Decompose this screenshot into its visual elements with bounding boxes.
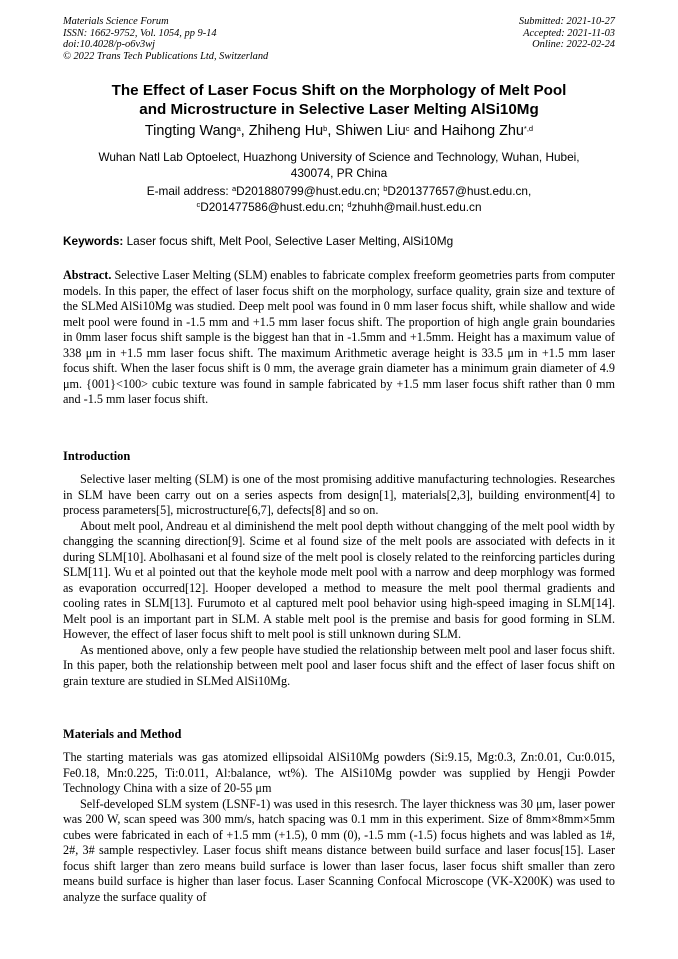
accepted-date: Accepted: 2021-11-03 [523,27,615,39]
paragraph: As mentioned above, only a few people have studied the relationship between melt pool and laser focus shift. In this paper, both the relationship between melt pool and laser focus shift and the effect of laser focus shift on grain texture are studied in SLMed AlSi10Mg. [63,642,615,688]
email-address[interactable]: zhuhh@mail.hust.edu.cn [351,199,482,214]
email-mark: c [196,199,201,209]
author-list [40,122,638,140]
author-name: Haihong Zhu [441,123,524,139]
journal-info [63,16,268,62]
author-separator: and [409,123,442,139]
paper-title [40,81,638,119]
abstract [63,268,615,408]
keywords-label: Keywords: [63,234,124,248]
author-affil-mark: b [323,124,328,133]
materials-body [63,750,615,905]
author-affil-mark: c [405,124,410,133]
affiliation [60,150,618,181]
email-line-2 [60,200,618,216]
title-line-1: The Effect of Laser Focus Shift on the Morphology of Melt Pool [111,82,567,99]
abstract-text: Selective Laser Melting (SLM) enables to fabricate complex freeform geometries parts from computer models. In this paper, the effect of laser focus shift on the morphology, surface quality, grain size and texture of the SLMed AlSi10Mg was studied. Deep melt pool was found in 0 mm laser focus shift, while shallow and wide melt pool were found in -1.5 mm and +1.5 mm laser focus shift. The proportion of high angle grain boundaries in 0mm laser focus shift sample is the biggest han that in -1.5mm and +1.5mm. Height has a maximum value of 338 μm in +1.5 mm laser focus shift. The maximum Arithmetic average height is 33.5 μm in +1.5 mm laser focus shift. When the laser focus shift is 0 mm, the average grain diameter has a minimum grain diameter of 4.9 μm. {001}<100> cubic texture was found in sample fabricated by +1.5 mm laser focus shift rather than 0 mm and -1.5 mm laser focus shift. [63,268,615,406]
introduction-heading: Introduction [63,449,131,463]
author-affil-mark: a [236,124,241,133]
email-prefix: E-mail address: [146,184,232,198]
materials-heading: Materials and Method [63,727,182,741]
submitted-date: Submitted: 2021-10-27 [518,16,615,27]
online-date: Online: 2022-02-24 [532,39,615,51]
paragraph: Selective laser melting (SLM) is one of the most promising additive manufacturing technologies. Researches in SLM have been carry out on a series aspects from design[1], materials[2,3], building environment[4] to process parameters[5], microstructure[6,7], defects[8] and so on. [63,472,615,517]
doi-line: doi:10.4028/p-o6v3wj [63,39,156,51]
journal-name: Materials Science Forum [63,16,169,27]
affiliation-line-2: 430074, PR China [290,165,388,180]
email-block [60,184,618,215]
email-mark: b [383,184,388,193]
author-name: Shiwen Liu [335,123,406,139]
email-address[interactable]: D201377657@hust.edu.cn, [387,184,532,198]
affiliation-line-1: Wuhan Natl Lab Optoelect, Huazhong University of Science and Technology, Wuhan, Hubei, [98,150,580,164]
author-name: Tingting Wang [144,123,237,139]
paragraph: The starting materials was gas atomized ellipsoidal AlSi10Mg powders (Si:9.15, Mg:0.3, Zn:0.01, Cu:0.015, Fe0.18, Mn:0.225, Ti:0.011, Al:balance, wt%). The AlSi10Mg powder was supplied by Hengji Powder Technology China with a size of 20-55 μm [63,750,615,795]
email-mark: d [347,199,352,209]
copyright-line: © 2022 Trans Tech Publications Ltd, Switzerland [63,50,269,62]
author-name: Zhiheng Hu [248,123,324,139]
issn-line: ISSN: 1662-9752, Vol. 1054, pp 9-14 [63,27,217,39]
title-line-2: and Microstructure in Selective Laser Melting AlSi10Mg [139,101,539,118]
paragraph: About melt pool, Andreau et al diminishend the melt pool depth without changging of the melt pool width by changging the scanning direction[9]. Scime et al found size of the melt pools are associated with defects in it during SLM[10]. Abolhasani et al found size of the melt pool is closely related to the reinforcing particles during SLM[11]. Wu et al pointed out that the keyhole mode melt pool with a narrow and deep morphlogy was formed as evaporation occurred[12]. Hooper developed a method to measure the melt pool thermal gradients and cooling rates in SLM[13]. Furumoto et al captured melt pool behavior using high-speed imaging in SLM[14]. Melt pool is an important part in SLM. A stable melt pool is the premise and basis for good forming in SLM. However, the effect of laser focus shift to melt pool is still unknown during SLM. [63,518,615,641]
introduction-body [63,472,615,689]
author-separator: , [327,123,336,139]
keywords [63,234,615,249]
email-mark: a [231,184,237,193]
author-separator: , [240,123,249,139]
paragraph: Self-developed SLM system (LSNF-1) was used in this resesrch. The layer thickness was 30 μm, laser power was 200 W, scan speed was 300 mm/s, hatch spacing was 0.1 mm in this experiment. Size of 8mm×8mm×5mm cubes were fabricated in each of +1.5 mm (+1.5), 0 mm (0), -1.5 mm (-1.5) focus highets and was labled as 1#, 2#, 3# sample respectivley. Laser focus shift means distance between build surface and laser focus[15]. Laser focus shift larger than zero means build surface is lower than laser focus, laser focus shift smaller than zero means build surface is higher than laser focus. Laser Scanning Confocal Microscope (VK-X200K) was used to analyze the surface quality of [63,796,615,904]
publication-dates [519,16,615,51]
author-affil-mark: *,d [523,124,534,133]
email-address[interactable]: D201477586@hust.edu.cn; [200,199,348,214]
abstract-label: Abstract. [63,268,112,282]
keywords-text: Laser focus shift, Melt Pool, Selective Laser Melting, AlSi10Mg [123,234,454,248]
email-address[interactable]: D201880799@hust.edu.cn; [236,184,384,198]
email-line-1 [60,184,618,200]
